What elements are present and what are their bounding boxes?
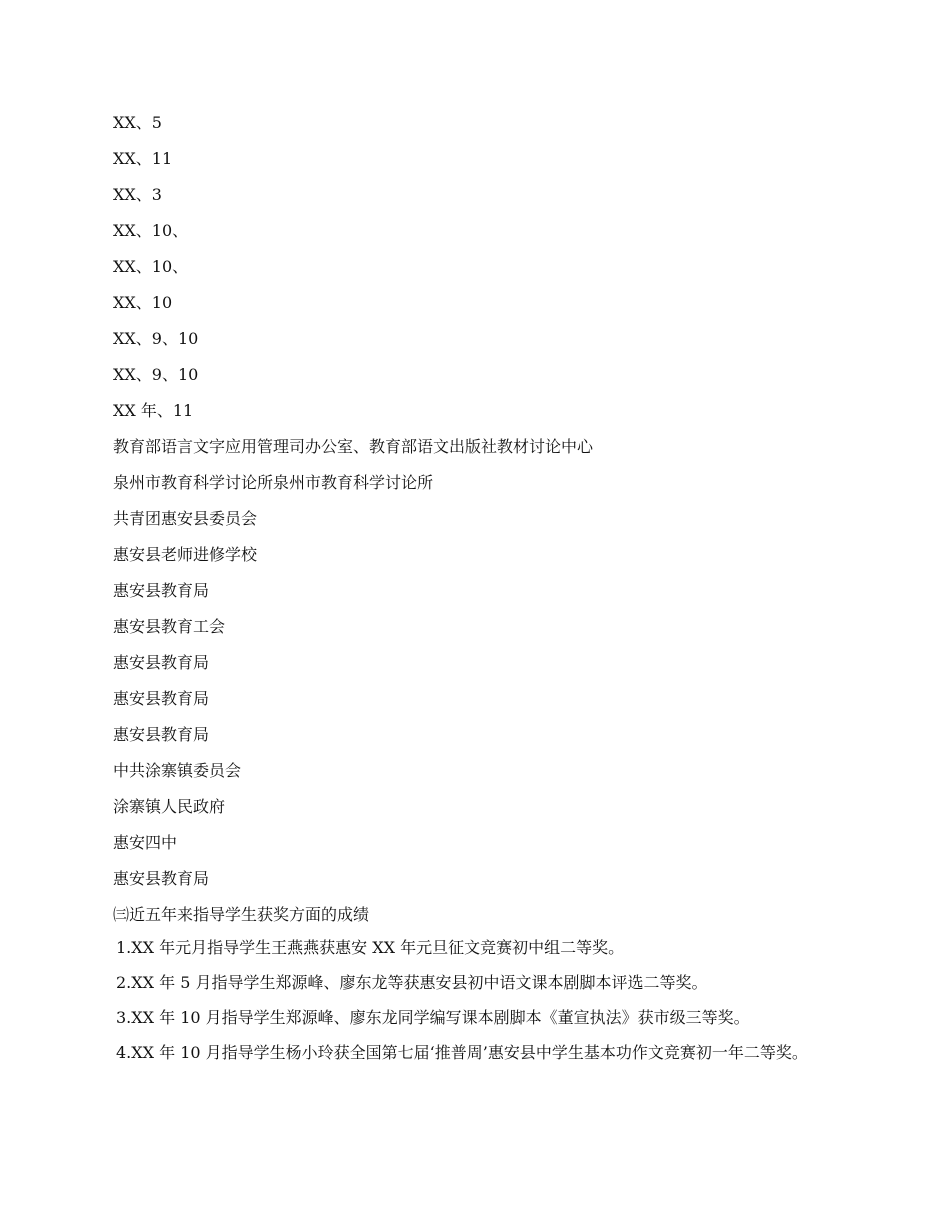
organization-item: 中共涂寨镇委员会 — [113, 761, 242, 780]
achievement-item: 3.XX 年 10 月指导学生郑源峰、廖东龙同学编写课本剧脚本《董宣执法》获市级三等奖。 — [116, 1008, 750, 1027]
organization-item: 惠安四中 — [113, 833, 178, 852]
date-item: XX、3 — [113, 185, 162, 204]
organization-item: 泉州市教育科学讨论所泉州市教育科学讨论所 — [113, 473, 434, 492]
organization-item: 共青团惠安县委员会 — [113, 509, 258, 528]
date-item: XX、10 — [113, 293, 173, 312]
achievement-list — [113, 939, 833, 1062]
organization-item: 惠安县教育局 — [113, 653, 210, 672]
date-item: XX、5 — [113, 113, 162, 132]
date-item: XX 年、11 — [113, 401, 194, 420]
organization-item: 惠安县教育局 — [113, 689, 210, 708]
organization-item: 教育部语言文字应用管理司办公室、教育部语文出版社教材讨论中心 — [113, 437, 594, 456]
date-item: XX、10、 — [113, 257, 189, 276]
organization-item: 惠安县教育工会 — [113, 617, 226, 636]
date-item: XX、11 — [113, 149, 173, 168]
organization-item: 惠安县教育局 — [113, 725, 210, 744]
achievement-item: 1.XX 年元月指导学生王燕燕获惠安 XX 年元旦征文竞赛初中组二等奖。 — [116, 938, 625, 957]
organization-item: 涂寨镇人民政府 — [113, 797, 226, 816]
document-page — [113, 111, 833, 1079]
organization-item: 惠安县老师进修学校 — [113, 545, 258, 564]
section-heading: ㈢近五年来指导学生获奖方面的成绩 — [113, 905, 370, 924]
date-item: XX、10、 — [113, 221, 189, 240]
date-item: XX、9、10 — [113, 329, 199, 348]
organization-item: 惠安县教育局 — [113, 869, 210, 888]
organization-list — [113, 435, 833, 891]
achievement-item: 2.XX 年 5 月指导学生郑源峰、廖东龙等获惠安县初中语文课本剧脚本评选二等奖。 — [116, 973, 708, 992]
date-item: XX、9、10 — [113, 365, 199, 384]
achievement-item: 4.XX 年 10 月指导学生杨小玲获全国第七届‘推普周’惠安县中学生基本功作文竞赛初一年二等奖。 — [116, 1043, 808, 1062]
organization-item: 惠安县教育局 — [113, 581, 210, 600]
date-list — [113, 111, 833, 423]
